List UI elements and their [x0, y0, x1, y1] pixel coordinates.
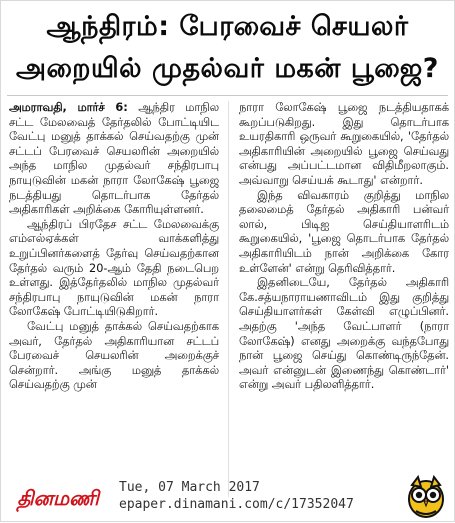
- article-paragraph: [9, 101, 219, 218]
- headline-line-1: ஆந்திரம்: பேரவைச் செயலர்: [46, 11, 409, 42]
- footer-meta: [119, 479, 354, 513]
- logo-text: தினமணி: [17, 486, 99, 510]
- publication-date: Tue, 07 March 2017: [119, 480, 260, 495]
- article-paragraph: இதனிடையே, தேர்தல் அதிகாரி கே.சத்யநாராயணாவிடம் இது குறித்து செய்தியாளர்கள் கேள்வி எழுப்பினர். அதற்கு 'அந்த வேட்பாளர் (நாரா லோகேஷ்) எனது அறைக்கு வந்தபோது நான் பூஜை செய்து கொண்டிருந்தேன். அவர் என்னுடன் இணைந்து கொண்டார்' என்று அவர் பதிலளித்தார்.: [239, 276, 449, 392]
- footer: [1, 469, 454, 523]
- article-column-right: [239, 101, 449, 393]
- article-paragraph: ஆந்திரப் பிரதேச சட்ட மேலவைக்கு எம்எல்ஏக்கள் வாக்களித்து உறுப்பினர்களைத் தேர்வு செய்வதற்கான தேர்தல் வரும் 20-ஆம் தேதி நடைபெற உள்ளது. இத்தேர்தலில் மாநில முதல்வர் சந்திரபாபு நாயுடுவின் மகன் நாரா லோகேஷ் போட்டியிடுகிறார்.: [9, 217, 219, 319]
- paragraph-text: ஆந்திர மாநில சட்ட மேலவைத் தேர்தலில் போட்டியிட வேட்பு மனுத் தாக்கல் செய்வதற்கு முன் சட்டப் பேரவைச் செயலரின் அறையில் அந்த மாநில முதல்வர் சந்திரபாபு நாயுடுவின் மகன் நாரா லோகேஷ் பூஜை நடத்தியது தொடர்பாக தேர்தல் அதிகாரிகள் அறிக்கை கோரியுள்ளனர்.: [9, 101, 219, 217]
- headline-line-2: அறையில் முதல்வர் மகன் பூஜை?: [16, 53, 439, 84]
- dateline: அமராவதி, மார்ச் 6:: [9, 101, 128, 114]
- owl-mascot-icon: [404, 473, 448, 519]
- epaper-url[interactable]: epaper.dinamani.com/c/17352047: [119, 497, 354, 512]
- headline-rule: [7, 95, 448, 96]
- article-paragraph: நாரா லோகேஷ் பூஜை நடத்தியதாகக் கூறப்படுகிறது. இது தொடர்பாக உயரதிகாரி ஒருவர் கூறுகையில், 'தேர்தல் அதிகாரியின் அறையில் பூஜை செய்வது என்பது அப்பட்டமான விதிமீறலாகும். அவ்வாறு செய்யக் கூடாது' என்றார்.: [239, 101, 449, 187]
- article-column-left: [9, 101, 219, 393]
- article-paragraph: இந்த விவகாரம் குறித்து மாநில தலைமைத் தேர்தல் அதிகாரி பன்வர் லால், பிடிஐ செய்தியாளரிடம் கூறுகையில், 'பூஜை தொடர்பாக தேர்தல் அதிகாரியிடம் நான் அறிக்கை கோர உள்ளேன்' என்று தெரிவித்தார்.: [239, 188, 449, 275]
- column-divider: [228, 101, 229, 497]
- logo-mark: [9, 479, 107, 515]
- dinamani-logo: [9, 479, 107, 515]
- article-paragraph: வேட்பு மனுத் தாக்கல் செய்வதற்காக அவர், தேர்தல் அதிகாரியான சட்டப் பேரவைச் செயலரின் அறைக்குச் சென்றார். அங்கு மனுத் தாக்கல் செய்வதற்கு முன்: [9, 319, 219, 392]
